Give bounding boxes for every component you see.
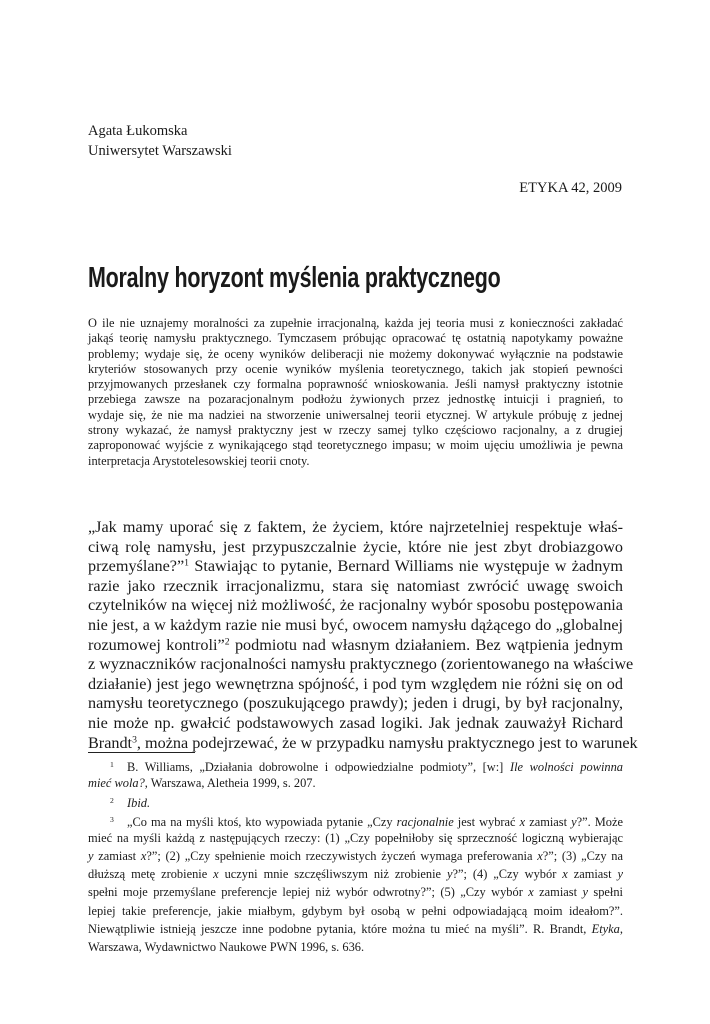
text-run: „Jak mamy uporać się z faktem, że życiem, które najrzetelniej respektuje właś-	[88, 518, 623, 536]
text-run: nie jest, a w każdym razie nie musi być, owocem namysłu dążącego do „globalnej	[88, 615, 623, 634]
italic-text: Ile wolności powinna	[509, 759, 623, 774]
footnote-line	[88, 938, 623, 956]
text-run: zamiast	[533, 885, 583, 900]
italic-text: y	[617, 867, 623, 882]
text-run: ciwą rolę namysłu, jest przypuszczalnie życie, które nie jest zbyt drobiazgowo	[88, 537, 623, 556]
footnote-number: 1	[110, 760, 114, 769]
abstract-line: wydaje się, że nie ma nadziei na stworzenie uniwersalnej teorii etycznej. W artykule próbuję z jednej	[88, 407, 623, 422]
text-run: ?”; (2) „Czy spełnienie moich rzeczywistych życzeń wymaga preferowania	[146, 848, 538, 863]
text-run: ?”. Może	[576, 814, 623, 829]
body-line	[88, 577, 623, 597]
abstract	[88, 316, 623, 469]
article-title: Moralny horyzont myślenia praktycznego	[88, 262, 501, 294]
text-run: zamiast	[93, 848, 141, 863]
italic-text: mieć wola?	[88, 776, 145, 791]
text-run: działanie) jest jego wewnętrzna spójność, i pod tym względem nie różni się on od	[88, 674, 623, 693]
italic-text: x	[562, 867, 568, 882]
text-run: zamiast	[567, 867, 618, 882]
footnote-separator	[88, 752, 195, 753]
italic-text: x	[519, 814, 526, 829]
text-run: nie może np. gwałcić podstawowych zasad logiki. Jak jednak zauważył Richard	[88, 713, 623, 732]
body-text	[88, 518, 638, 753]
text-run: spełni moje przemyślane preferencje lepiej niż wybór odwrotny?”; (5) „Czy wybór	[88, 885, 529, 900]
text-run: podmiotu nad własnym działaniem. Bez wątpienia jednym	[229, 635, 623, 654]
italic-text: Ibid.	[127, 796, 151, 811]
text-run: mieć na myśli każdą z następujących rzeczy: (1) „Czy popełniłoby się sprzeczność logiczną wybierając	[88, 830, 623, 845]
text-run: , Warszawa, Aletheia 1999, s. 207.	[144, 776, 316, 791]
body-line	[88, 616, 623, 636]
body-line	[88, 675, 623, 695]
text-run: z wyznaczników racjonalności namysłu praktycznego (zorientowanego na właściwe	[88, 655, 634, 674]
footnote-line	[88, 847, 623, 865]
footnote-line	[88, 756, 623, 774]
body-line	[88, 596, 623, 616]
abstract-line: interpretacja Arystotelesowskiej teorii cnoty.	[88, 453, 310, 468]
italic-text: x	[140, 848, 147, 863]
body-line	[88, 733, 638, 754]
footnote-ref[interactable]: 3	[132, 734, 137, 746]
footnote-line	[88, 792, 623, 810]
text-run: , można podejrzewać, że w przypadku namysłu praktycznego jest to warunek	[136, 733, 638, 752]
footnote-line	[88, 902, 623, 920]
italic-text: y	[88, 848, 94, 863]
text-run: uczyni mnie szczęśliwszym niż zrobienie	[218, 867, 447, 882]
text-run: Brandt	[88, 733, 133, 752]
text-run: Niewątpliwie istnieją jeszcze inne podobne pytania, które można tu mieć na myśli”. R. Brandt,	[88, 921, 592, 936]
footnote-number: 2	[110, 796, 114, 806]
journal-issue: ETYKA 42, 2009	[519, 180, 622, 196]
text-run: rozumowej kontroli”	[88, 635, 225, 654]
body-line	[88, 694, 623, 714]
footnotes	[88, 756, 623, 956]
footnote-ref[interactable]: 1	[184, 557, 190, 569]
text-run: jest wybrać	[453, 814, 520, 829]
italic-text: x	[213, 867, 219, 882]
footnote-number: 3	[110, 814, 114, 824]
footnote-line	[88, 920, 623, 938]
abstract-line: przyjmowanych przesłanek czy formalna poprawność wnioskowania. Jeśli namysł praktyczny istotnie	[88, 377, 623, 392]
body-line	[88, 518, 623, 538]
body-line	[88, 636, 623, 656]
text-run: lepiej takie preferencje, jakie miałbym, gdybym był osobą w pełni odpowiadającą moim ideałom?”.	[88, 903, 623, 918]
footnote-line	[88, 883, 623, 901]
footnote-ref[interactable]: 2	[224, 636, 230, 648]
author-name: Agata Łukomska	[88, 123, 188, 139]
footnote-line	[88, 811, 623, 829]
italic-text: Etyka	[591, 921, 620, 936]
text-run: czytelników na więcej niż możliwość, że racjonalny wybór sposobu postępowania	[88, 596, 623, 615]
abstract-line: O ile nie uznajemy moralności za zupełnie irracjonalną, każda jej teoria musi z konieczności zakładać	[88, 316, 623, 330]
italic-text: x	[528, 885, 534, 900]
abstract-line: przebiega zawsze na pozaracjonalnym podłożu żywionych przez jednostkę intuicji i pragnień, to	[88, 392, 623, 407]
body-line	[88, 655, 634, 675]
text-run: ,	[619, 921, 623, 936]
footnote-line	[88, 829, 623, 847]
italic-text: y	[582, 885, 588, 900]
italic-text: x	[537, 848, 543, 863]
text-run: Warszawa, Wydawnictwo Naukowe PWN 1996, s. 636.	[88, 939, 365, 954]
body-line	[88, 557, 623, 577]
text-run: razie jako rzecznik irracjonalizmu, stara się natomiast zwrócić uwagę swoich	[88, 576, 623, 595]
italic-text: y	[446, 867, 453, 882]
italic-text: racjonalnie	[396, 814, 454, 829]
author-block	[88, 121, 232, 161]
text-run: spełni	[587, 885, 623, 900]
abstract-line: kryteriów stosowanych przy ocenie wyników myślenia teoretycznego, takich jak stopień pewności	[88, 361, 623, 376]
body-line	[88, 714, 623, 734]
text-run: zamiast	[525, 814, 572, 829]
author-affiliation: Uniwersytet Warszawski	[88, 143, 232, 159]
text-run: ?”; (3) „Czy na	[542, 848, 624, 863]
text-run: dłuższą metę zrobienie	[88, 867, 214, 882]
text-run: namysłu teoretycznego (poszukującego prawdy); jeden i drugi, by był racjonalny,	[88, 694, 623, 713]
abstract-line: zaproponować wyjście z wynikającego stąd teoretycznego impasu; w moim ujęciu umożliwia je pewna	[88, 438, 623, 453]
text-run: B. Williams, „Działania dobrowolne i odpowiedzialne podmioty”, [w:]	[127, 759, 510, 774]
footnote-line	[88, 774, 623, 792]
text-run: przemyślane?”	[88, 557, 185, 576]
text-run: „Co ma na myśli ktoś, kto wypowiada pytanie „Czy	[127, 814, 397, 829]
text-run: Stawiając to pytanie, Bernard Williams nie występuje w żadnym	[189, 557, 623, 576]
italic-text: y	[571, 814, 577, 829]
body-line	[88, 538, 623, 558]
abstract-line: jakąś teorię namysłu praktycznego. Tymczasem próbując opracować tę ostatnią napotykamy poważne	[88, 331, 623, 346]
abstract-line: problemy; wydaje się, że oceny wyników deliberacji nie możemy dokonywać wyłącznie na podstawie	[88, 346, 623, 361]
footnote-line	[88, 865, 623, 883]
text-run: ?”; (4) „Czy wybór	[452, 867, 563, 882]
abstract-line: strony wykazać, że namysł praktyczny jest w rzeczy samej tylko częściowo racjonalny, a z drugiej	[88, 423, 623, 438]
